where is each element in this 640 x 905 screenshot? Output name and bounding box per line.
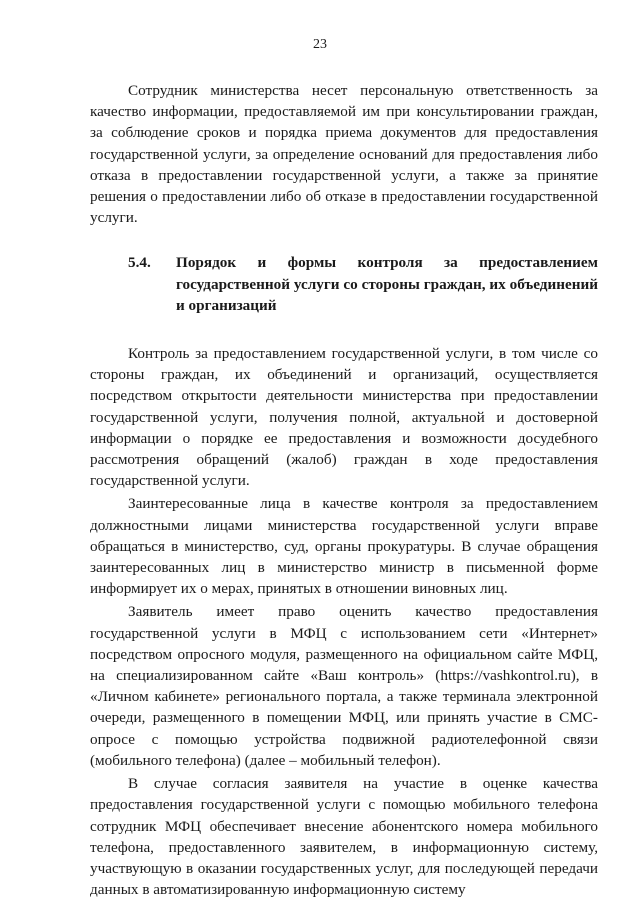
paragraph-sms-survey: В случае согласия заявителя на участие в оценке качества предоставления государственной услуги с помощью мобильного телефона сотрудник МФЦ обеспечивает внесение абонентского номера мобильного телефона, предоставленного заявителем, в информационную систему, участвующую в оказании государственных услуг, для последующей передачи данных в автоматизированную информационную систему [90, 775, 598, 899]
paragraph-interested-persons: Заинтересованные лица в качестве контроля за предоставлением должностными лицами министерства государственной услуги вправе обращаться в министерство, суд, органы прокуратуры. В случае обращения заинтересованных лиц в министерство министр в письменной форме информирует их о мерах, принятых в отношении виновных лиц. [90, 495, 598, 598]
section-title: Порядок и формы контроля за предоставлением государственной услуги со стороны граждан, их объединений и организаций [176, 254, 598, 314]
section-heading [90, 252, 598, 316]
paragraph-public-control: Контроль за предоставлением государственной услуги, в том числе со стороны граждан, их объединений и организаций, осуществляется посредством открытости деятельности министерства при предоставлении государственной услуги, получения полной, актуальной и достоверной информации о порядке ее предоставления и возможности досудебного рассмотрения обращений (жалоб) граждан в ходе предоставления государственной услуги. [90, 345, 598, 490]
paragraph-quality-assessment: Заявитель имеет право оценить качество предоставления государственной услуги в МФЦ с использованием сети «Интернет» посредством опросного модуля, размещенного на официальном сайте МФЦ, на специализированном сайте «Ваш контроль» (https://vashkontrol.ru), в «Личном кабинете» регионального портала, а также терминала электронной очереди, размещенного в помещении МФЦ, или принять участие в СМС-опросе с помощью устройства подвижной радиотелефонной связи (мобильного телефона) (далее – мобильный телефон). [90, 603, 598, 769]
document-body [90, 80, 598, 900]
section-number: 5.4. [128, 254, 151, 272]
page-number: 23 [313, 37, 327, 52]
paragraph-responsibility: Сотрудник министерства несет персональную ответственность за качество информации, предоставляемой им при консультировании граждан, за соблюдение сроков и порядка приема документов для предоставления государственной услуги, за определение оснований для предоставления либо отказа в предоставлении государственной услуги, а также за принятие решения о предоставлении либо об отказе в предоставлении государственной услуги. [90, 82, 598, 227]
